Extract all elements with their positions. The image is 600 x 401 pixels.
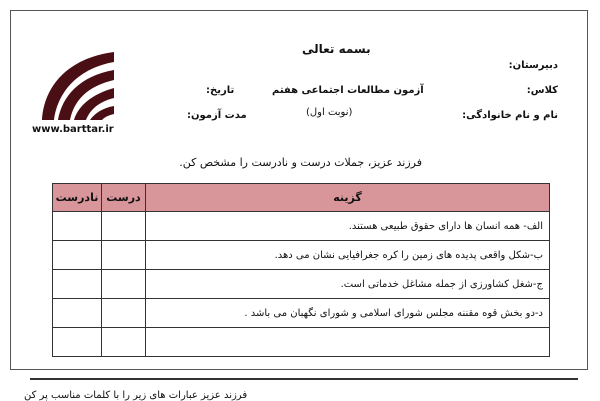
exam-title: آزمون مطالعات اجتماعی هفتم (272, 85, 424, 96)
table-row (53, 270, 550, 299)
statement-cell (146, 328, 550, 357)
true-false-table (52, 183, 550, 357)
duration-label: مدت آزمون: (187, 110, 247, 121)
exam-session: (نوبت اول) (306, 107, 353, 118)
answer-incorrect-cell[interactable] (53, 299, 102, 328)
site-url: www.barttar.ir (32, 124, 114, 135)
statement-cell: د-دو بخش قوه مقننه مجلس شورای اسلامی و شورای نگهبان می باشد . (146, 299, 550, 328)
student-name-label: نام و نام خانوادگی: (462, 110, 558, 121)
barttar-logo (28, 48, 116, 126)
class-label: کلاس: (526, 85, 558, 96)
date-label: تاریخ: (206, 85, 235, 96)
table-row (53, 241, 550, 270)
header-correct: درست (102, 184, 146, 212)
answer-incorrect-cell[interactable] (53, 328, 102, 357)
answer-correct-cell[interactable] (102, 212, 146, 241)
section-divider (30, 378, 578, 380)
table-row (53, 299, 550, 328)
answer-incorrect-cell[interactable] (53, 212, 102, 241)
answer-correct-cell[interactable] (102, 270, 146, 299)
table-header-row (53, 184, 550, 212)
answer-incorrect-cell[interactable] (53, 241, 102, 270)
answer-correct-cell[interactable] (102, 299, 146, 328)
answer-correct-cell[interactable] (102, 241, 146, 270)
statement-cell: ب-شکل واقعی پدیده های زمین را کره جغرافیایی نشان می دهد. (146, 241, 550, 270)
next-question-text: فرزند عزیز عبارات های زیر را با کلمات مناسب پر کن (24, 390, 248, 401)
answer-incorrect-cell[interactable] (53, 270, 102, 299)
school-label: دبیرستان: (508, 60, 558, 71)
table-row (53, 328, 550, 357)
table-row (53, 212, 550, 241)
instruction-text: فرزند عزیز، جملات درست و نادرست را مشخص کن. (179, 156, 422, 169)
statement-cell: ج-شغل کشاورزی از جمله مشاغل خدماتی است. (146, 270, 550, 299)
statement-cell: الف- همه انسان ها دارای حقوق طبیعی هستند. (146, 212, 550, 241)
header-incorrect: نادرست (53, 184, 102, 212)
bismillah: بسمه تعالی (302, 42, 371, 56)
answer-correct-cell[interactable] (102, 328, 146, 357)
header-option: گزینه (146, 184, 550, 212)
